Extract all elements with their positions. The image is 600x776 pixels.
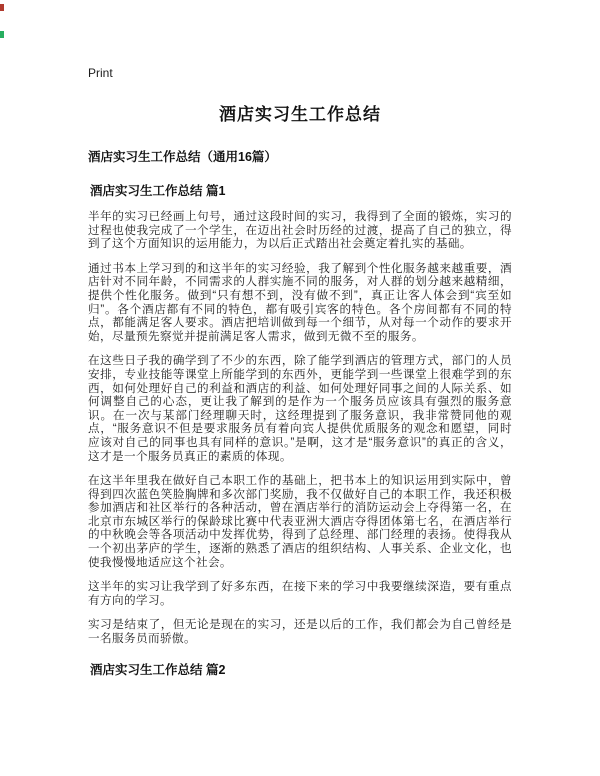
print-link[interactable]: Print	[88, 66, 113, 80]
paragraph: 通过书本上学习到的和这半年的实习经验，我了解到个性化服务越来越重要，酒店针对不同年龄，不同需求的人群实施不同的服务，对人群的划分越来越精细，提供个性化服务。做到“只有想不到，没有做不到”，真正让客人体会到“宾至如归”。各个酒店都有不同的特色，都有吸引宾客的特色。各个房间都有不同的特点，都能满足客人要求。酒店把培训做到每一个细节，从对每一个动作的要求开始，尽量预先察觉并提前满足客人需求，做到无微不至的服务。	[88, 261, 512, 343]
section-heading-1: 酒店实习生工作总结 篇1	[90, 184, 226, 198]
paragraph: 实习是结束了，但无论是现在的实习，还是以后的工作，我们都会为自己曾经是一名服务员而骄傲。	[88, 618, 512, 646]
page-title: 酒店实习生工作总结	[219, 105, 381, 124]
paragraph: 半年的实习已经画上句号，通过这段时间的实习，我得到了全面的锻炼，实习的过程也使我完成了一个学生，在迈出社会时历经的过渡，提高了自己的独立，得到了这个方面知识的运用能力，为以后正式踏出社会奠定着扎实的基础。	[88, 210, 512, 251]
corner-mark-green	[0, 31, 4, 38]
paragraph: 在这些日子我的确学到了不少的东西，除了能学到酒店的管理方式，部门的人员安排，专业技能等课堂上所能学到的东西外，更能学到一些课堂上很难学到的东西，如何处理好自己的利益和酒店的利益、如何处理好同事之间的人际关系、如何调整自己的心态，更让我了解到的是作为一个服务员应该具有强烈的服务意识。在一次与某部门经理聊天时，这经理提到了服务意识，我非常赞同他的观点，“服务意识不但是要求服务员有着向宾人提供优质服务的观念和愿望，同时应该对自己的同事也具有同样的意识。”是啊，这才是“服务意识”的真正的含义，这才是一个服务员真正的素质的体现。	[88, 354, 512, 463]
document-subtitle: 酒店实习生工作总结（通用16篇）	[88, 150, 277, 164]
section-heading-2: 酒店实习生工作总结 篇2	[90, 662, 226, 677]
corner-mark-red	[0, 4, 4, 11]
document-content	[88, 0, 512, 678]
paragraph: 这半年的实习让我学到了好多东西，在接下来的学习中我要继续深造，要有重点有方向的学习。	[88, 580, 512, 607]
paragraph: 在这半年里我在做好自己本职工作的基础上，把书本上的知识运用到实际中，曾得到四次蓝色笑脸胸牌和多次部门奖励，我不仅做好自己的本职工作，我还积极参加酒店和社区举行的各种活动，曾在酒店举行的消防运动会上夺得第一名，在北京市东城区举行的保龄球比赛中代表亚洲大酒店夺得团体第七名，在酒店举行的中秋晚会等各项活动中发挥优势，得到了总经理、部门经理的表扬。使得我从一个初出茅庐的学生，逐渐的熟悉了酒店的组织结构、人事关系、企业文化，也使我慢慢地适应这个社会。	[88, 474, 512, 569]
